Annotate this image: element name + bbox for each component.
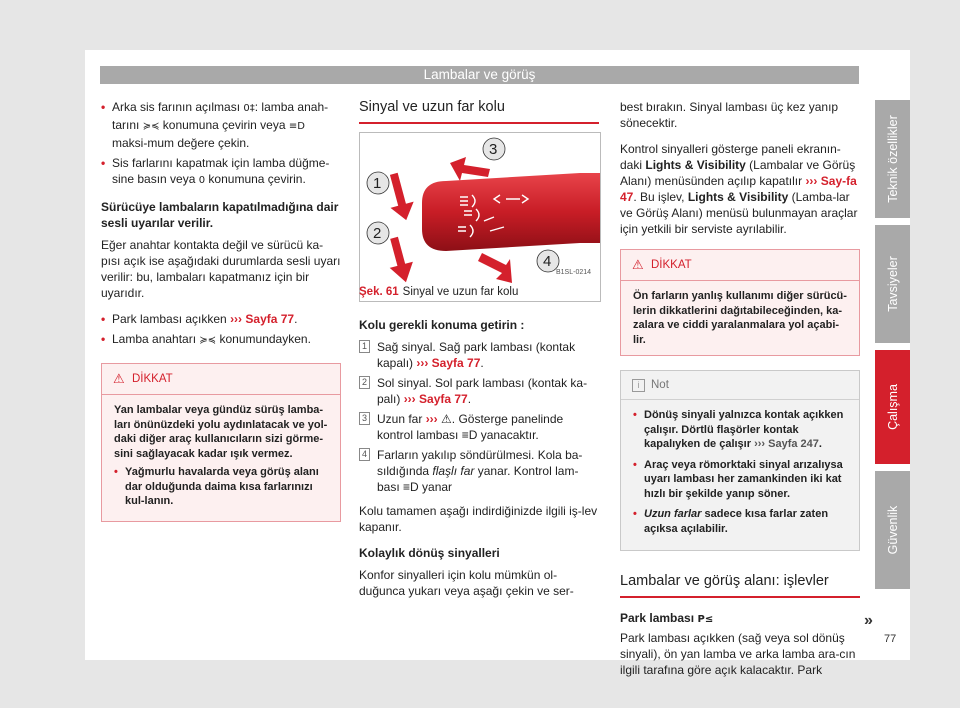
warning-box — [101, 363, 341, 522]
arrow-press — [478, 253, 512, 283]
figure-caption: Şek. 61 Sinyal ve uzun far kolu — [359, 286, 519, 298]
fog-light-icon: 0‡ — [243, 103, 255, 114]
svg-text:4: 4 — [543, 253, 552, 270]
warning-icon: ⚠ — [113, 371, 125, 386]
paragraph: Eğer anahtar kontakta değil ve sürücü ka-pısı açık ise aşağıdaki durumlarda sesli uyarı verilir: bu, lambaları kapatmanız için bir uyarıdır. — [101, 238, 341, 300]
stalk-illustration — [360, 133, 600, 301]
warning-header: ⚠ DİKKAT — [621, 250, 859, 281]
list-item: • Uzun farlar sadece kısa farlar zaten açıksa açılabilir. — [633, 507, 849, 536]
continue-mark: » — [864, 612, 873, 629]
paragraph: Kontrol sinyalleri gösterge paneli ekranın-daki Lights & Visibility (Lambalar ve Görüş Alanı) menüsünden açılıp kapatılır ››› Say-fa 47. Bu işlev, Lights & Visibility (Lamba-lar ve Görüş Alanı) menüsü bulunmayan araçlar için yetkili bir serviste ayrılabilir. — [620, 142, 858, 236]
paragraph: Kolu tamamen aşağı indirdiğinizde ilgili iş-lev kapanır. — [359, 504, 598, 534]
side-light-icon: ≽≼ — [199, 335, 217, 346]
middle-column — [359, 99, 599, 124]
item-number: 1 — [359, 340, 370, 353]
page-link[interactable]: ››› Sayfa 77 — [416, 356, 481, 370]
subheading: Kolaylık dönüş sinyalleri — [359, 546, 500, 560]
page-link[interactable]: ››› — [425, 412, 438, 426]
list-item: 4 Farların yakılıp söndürülmesi. Kola ba-sıldığında flaşlı far yanar. Kontrol lam-bası ≡D yanar — [359, 447, 599, 495]
warning-body: Yan lambalar veya gündüz sürüş lamba-ları önünüzdeki yolu aydınlatacak ve yol-daki diğer araç kullanıcıların sizi görme-sini sağlayacak kadar ışık vermez. • Yağmurlu havalarda veya görüş alanı dar olduğunda daima kısa farlarınızı kul-lanın. — [102, 395, 340, 521]
page-header: Lambalar ve görüş — [100, 66, 859, 84]
list-item: • Park lambası açıkken ››› Sayfa 77. — [101, 311, 341, 327]
page-number: 77 — [884, 633, 897, 645]
middle-column-text — [359, 317, 599, 609]
page-link[interactable]: ››› Sayfa 247 — [754, 438, 819, 450]
right-column — [620, 99, 860, 688]
note-body — [621, 400, 859, 550]
parking-light-icon: P≤ — [694, 614, 714, 625]
tab-tavsiyeler[interactable]: Tavsiyeler — [875, 225, 910, 343]
list-item: • Dönüş sinyali yalnızca kontak açıkken çalışır. Dörtlü flaşörler kontak kapalıyken de çalışır ››› Sayfa 247. — [633, 408, 849, 452]
item-number: 2 — [359, 376, 370, 389]
subheading: Kolu gerekli konuma getirin : — [359, 318, 525, 332]
warning-header: ⚠ DİKKAT — [102, 364, 340, 395]
item-number: 4 — [359, 448, 370, 461]
page-link[interactable]: ››› Sayfa 77 — [403, 392, 468, 406]
svg-text:3: 3 — [489, 141, 498, 158]
tab-guvenlik[interactable]: Güvenlik — [875, 471, 910, 589]
side-light-icon: ≽≼ — [142, 121, 160, 132]
page-link[interactable]: ››› Say-fa 47 — [620, 174, 857, 204]
section-title: Lambalar ve görüş alanı: işlevler — [620, 573, 860, 598]
note-header: i Not — [621, 371, 859, 400]
list-item: • Arka sis farının açılması 0‡: lamba anah-tarını ≽≼ konumuna çevirin veya ≡D maksi-mum değere çekin. — [101, 99, 341, 151]
high-beam-icon: ≡D — [288, 121, 305, 132]
list-item: 1 Sağ sinyal. Sağ park lambası (kontak kapalı) ››› Sayfa 77. — [359, 339, 599, 371]
left-column — [101, 99, 341, 522]
warning-box — [620, 249, 860, 356]
svg-text:1: 1 — [373, 175, 382, 192]
figure-code: B1SL-0214 — [556, 269, 592, 276]
item-number: 3 — [359, 412, 370, 425]
figure-number: Şek. 61 — [359, 286, 399, 298]
off-position-icon: 0 — [198, 175, 206, 186]
note-box — [620, 370, 860, 551]
list-item: • Araç veya römorktaki sinyal arızalıysa uyarı lambası her zamankinden iki kat hızlı bir şekilde yanıp söner. — [633, 458, 849, 502]
paragraph: best bırakın. Sinyal lambası üç kez yanıp sönecektir. — [620, 100, 839, 130]
warning-body: Ön farların yanlış kullanımı diğer sürücü-lerin dikkatlerini dağıtabileceğinden, ka-zalara ve ciddi yaralanmalara yol açabi-lir. — [633, 290, 847, 346]
figure-stalk — [359, 132, 601, 302]
list-item: 2 Sol sinyal. Sol park lambası (kontak ka-palı) ››› Sayfa 77. — [359, 375, 599, 407]
subheading: Park lambası P≤ — [620, 611, 714, 625]
list-item: • Lamba anahtarı ≽≼ konumundayken. — [101, 331, 341, 349]
section-title: Sinyal ve uzun far kolu — [359, 99, 599, 124]
warning-icon: ⚠ — [632, 257, 644, 272]
info-icon: i — [632, 379, 645, 392]
arrow-down — [382, 235, 417, 286]
svg-text:2: 2 — [373, 225, 382, 242]
stalk-body — [422, 173, 600, 251]
arrow-forward — [450, 157, 490, 181]
page-link[interactable]: ››› Sayfa 77 — [230, 312, 295, 326]
paragraph: Konfor sinyalleri için kolu mümkün ol-duğunca yukarı veya aşağı çekin ve ser- — [359, 568, 574, 598]
tab-calisma[interactable]: Çalışma — [875, 350, 910, 464]
list-item: • Sis farlarını kapatmak için lamba düğme-sine basın veya 0 konumuna çevirin. — [101, 155, 341, 189]
paragraph: Park lambası açıkken (sağ veya sol dönüş sinyali), ön yan lamba ve arka lamba ara-cın ilgili tarafına göre açık kalacaktır. Park — [620, 631, 856, 677]
subheading: Sürücüye lambaların kapatılmadığına dair sesli uyarılar verilir. — [101, 200, 339, 230]
tab-teknik-ozellikler[interactable]: Teknik özellikler — [875, 100, 910, 218]
list-item: 3 Uzun far ››› ⚠. Gösterge panelinde kontrol lambası ≡D yanacaktır. — [359, 411, 599, 443]
